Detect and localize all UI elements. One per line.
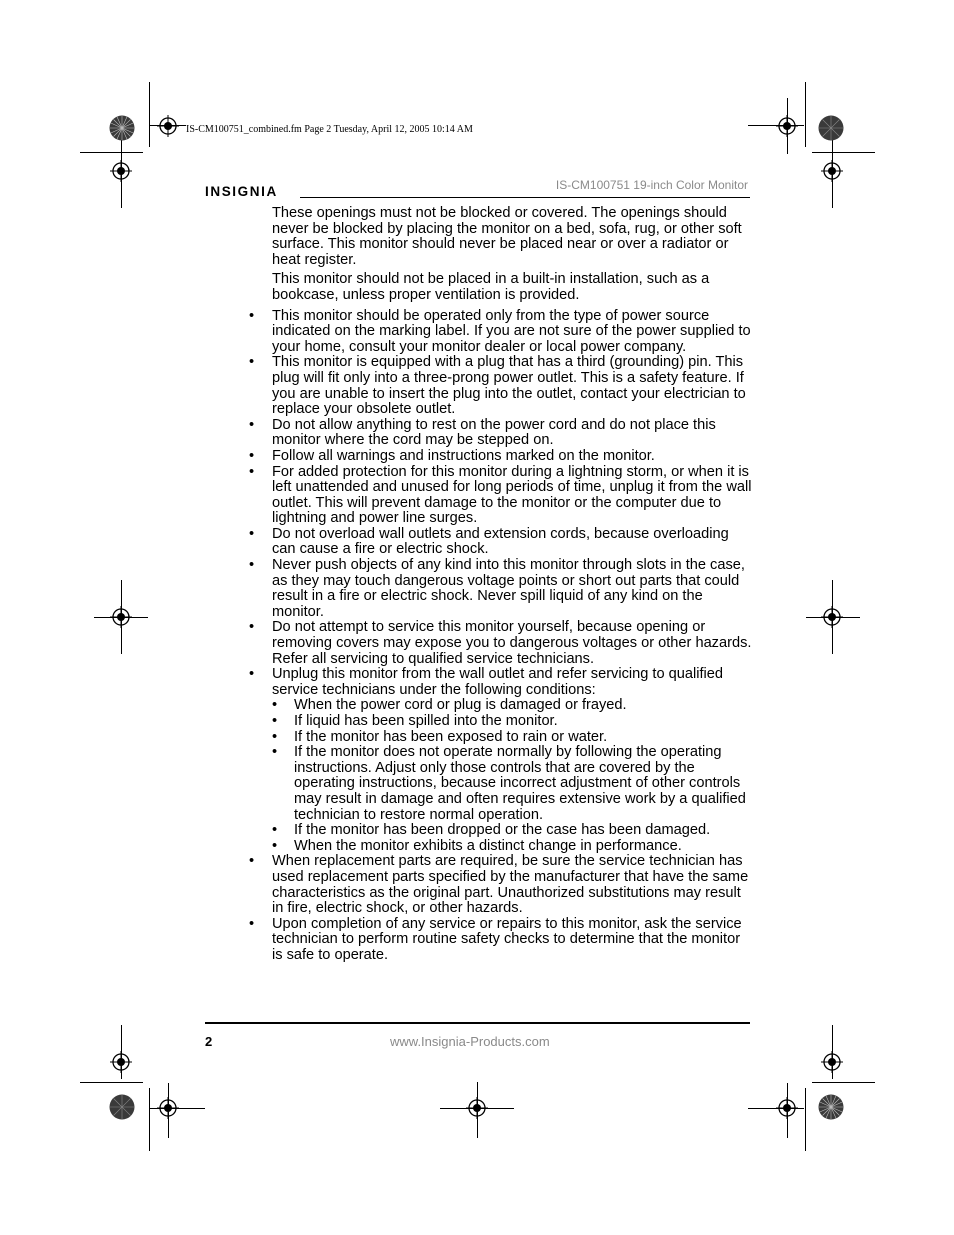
footer-rule [205,1022,750,1024]
registration-target-icon [110,160,132,182]
list-item: • Never push objects of any kind into this monitor through slots in the case, as they may touch dangerous voltage points or short out parts that could result in a fire or electric shock. Never spill liquid of any kind on the monitor. [272,558,752,620]
registration-target-icon [821,606,843,628]
safety-instructions-body [272,206,752,964]
registration-target-icon [110,1051,132,1073]
list-item: • This monitor is equipped with a plug that has a third (grounding) pin. This plug will fit only into a three-prong power outlet. This is a safety feature. If you are unable to insert the plug into the outlet, contact your electrician to replace your obsolete outlet. [272,355,752,417]
registration-target-icon [110,606,132,628]
sub-list-item: • If the monitor has been exposed to rain or water. [294,730,752,746]
sub-list-item: • If liquid has been spilled into the monitor. [294,714,752,730]
list-item-text: Unplug this monitor from the wall outlet and refer servicing to qualified service technicians under the following conditions: [272,666,724,698]
starburst-mark-icon [818,115,844,141]
registration-target-icon [821,1051,843,1073]
registration-target-icon [157,115,179,137]
list-item: • Upon completion of any service or repairs to this monitor, ask the service technician to perform routine safety checks to determine that the monitor is safe to operate. [272,917,752,964]
running-header-title: IS-CM100751 19-inch Color Monitor [555,178,748,192]
starburst-mark-icon [109,115,135,141]
sub-list-item: • When the monitor exhibits a distinct change in performance. [294,839,752,855]
list-item: • Do not attempt to service this monitor yourself, because opening or removing covers may expose you to dangerous voltages or other hazards. Refer all servicing to qualified service technicians. [272,620,752,667]
page-number: 2 [205,1034,213,1049]
safety-bullet-list [272,309,752,964]
header-rule [300,197,750,198]
registration-target-icon [821,160,843,182]
list-item: • When replacement parts are required, be sure the service technician has used replacement parts specified by the manufacturer that have the same characteristics as the original part. Unauthorized substitutions may result in fire, electric shock, or other hazards. [272,854,752,916]
insignia-logo: INSIGNIA [205,184,278,199]
registration-target-icon [466,1097,488,1119]
starburst-mark-icon [109,1094,135,1120]
list-item: • Do not allow anything to rest on the power cord and do not place this monitor where the cord may be stepped on. [272,418,752,449]
list-item: • For added protection for this monitor during a lightning storm, or when it is left unattended and unused for long periods of time, unplug it from the wall outlet. This will prevent damage to the monitor or the computer due to lightning and power line surges. [272,465,752,527]
footer-url: www.Insignia-Products.com [390,1034,550,1049]
list-item: • Do not overload wall outlets and extension cords, because overloading can cause a fire or electric shock. [272,527,752,558]
registration-target-icon [776,115,798,137]
sub-list-item: • If the monitor has been dropped or the case has been damaged. [294,823,752,839]
intro-paragraph: This monitor should not be placed in a built-in installation, such as a bookcase, unless proper ventilation is provided. [272,271,710,303]
list-item [272,667,752,854]
conditions-sub-list [272,698,752,854]
print-slug: IS-CM100751_combined.fm Page 2 Tuesday, April 12, 2005 10:14 AM [186,124,473,135]
list-item: • This monitor should be operated only from the type of power source indicated on the marking label. If you are not sure of the power supplied to your home, consult your monitor dealer or local power company. [272,309,752,356]
registration-target-icon [776,1097,798,1119]
list-item: • Follow all warnings and instructions marked on the monitor. [272,449,752,465]
registration-target-icon [157,1097,179,1119]
sub-list-item: • If the monitor does not operate normally by following the operating instructions. Adjust only those controls that are covered by the operating instructions, because incorrect adjustment of other controls may result in damage and often requires extensive work by a qualified technician to restore normal operation. [294,745,752,823]
intro-paragraph: These openings must not be blocked or covered. The openings should never be blocked by placing the monitor on a bed, sofa, rug, or other soft surface. This monitor should never be placed near or over a radiator or heat register. [272,205,742,268]
starburst-mark-icon [818,1094,844,1120]
sub-list-item: • When the power cord or plug is damaged or frayed. [294,698,752,714]
